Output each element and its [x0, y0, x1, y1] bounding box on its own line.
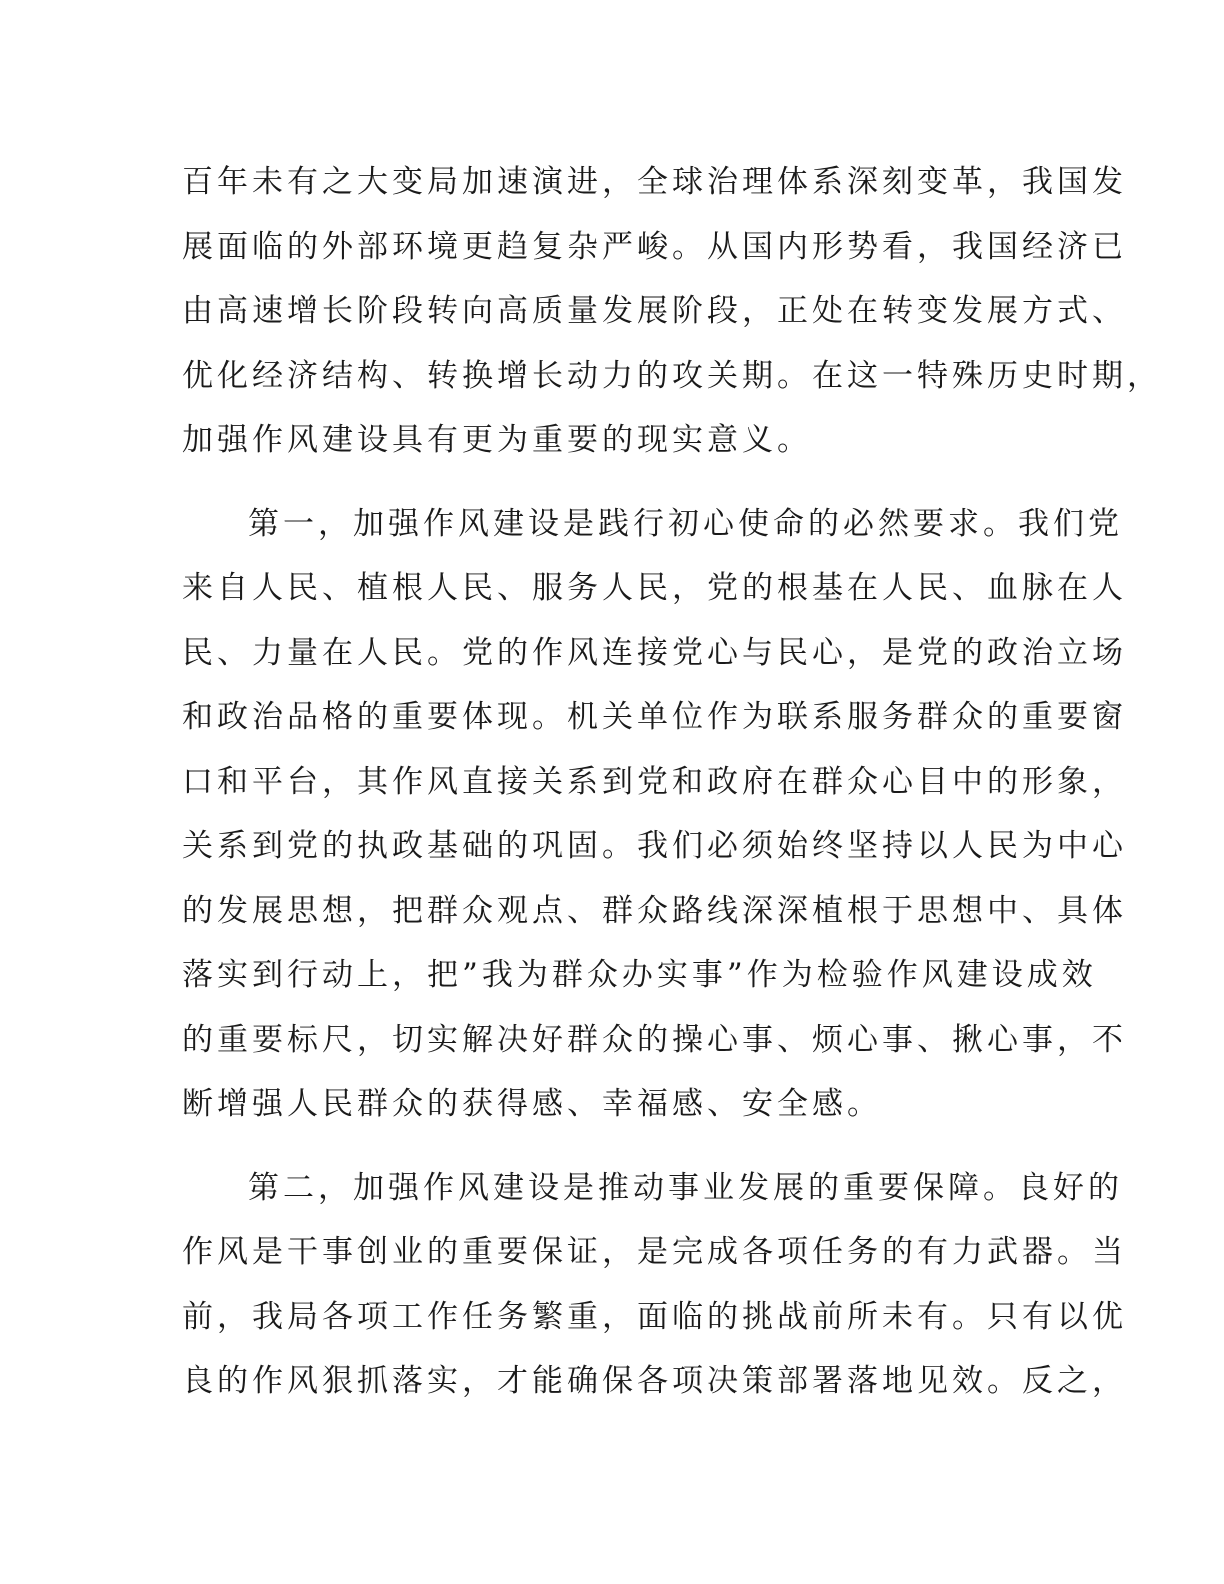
text-line: 口和平台，其作风直接关系到党和政府在群众心目中的形象， — [182, 763, 1127, 800]
text-line: 来自人民、植根人民、服务人民，党的根基在人民、血脉在人 — [182, 570, 1127, 606]
paragraph-gap — [182, 1137, 1062, 1156]
text-line: 和政治品格的重要体现。机关单位作为联系服务群众的重要窗 — [182, 699, 1127, 735]
paragraph-intro — [182, 150, 1162, 473]
text-line: 断增强人民群众的获得感、幸福感、安全感。 — [182, 1086, 882, 1122]
text-line: 优化经济结构、转换增长动力的攻关期。在这一特殊历史时期， — [182, 357, 1162, 394]
text-line: 前，我局各项工作任务繁重，面临的挑战前所未有。只有以优 — [182, 1298, 1127, 1335]
text-line: 关系到党的执政基础的巩固。我们必须始终坚持以人民为中心 — [182, 828, 1127, 864]
text-line: 百年未有之大变局加速演进，全球治理体系深刻变革，我国发 — [182, 164, 1127, 200]
text-line: 第一，加强作风建设是践行初心使命的必然要求。我们党 — [248, 505, 1123, 542]
text-line: 的重要标尺，切实解决好群众的操心事、烦心事、揪心事，不 — [182, 1021, 1127, 1058]
document-body — [182, 150, 1162, 1414]
text-line: 由高速增长阶段转向高质量发展阶段，正处在转变发展方式、 — [182, 293, 1127, 329]
text-line: 展面临的外部环境更趋复杂严峻。从国内形势看，我国经济已 — [182, 228, 1127, 265]
paragraph-first — [182, 492, 1127, 1137]
text-line: 良的作风狠抓落实，才能确保各项决策部署落地见效。反之， — [182, 1363, 1127, 1399]
paragraph-second — [182, 1156, 1127, 1414]
text-line: 的发展思想，把群众观点、群众路线深深植根于思想中、具体 — [182, 892, 1127, 929]
paragraph-gap — [182, 473, 1062, 492]
text-line: 第二，加强作风建设是推动事业发展的重要保障。良好的 — [248, 1169, 1123, 1206]
text-line: 作风是干事创业的重要保证，是完成各项任务的有力武器。当 — [182, 1234, 1127, 1270]
text-line: 加强作风建设具有更为重要的现实意义。 — [182, 422, 812, 458]
text-line: 民、力量在人民。党的作风连接党心与民心，是党的政治立场 — [182, 634, 1127, 671]
text-line: 落实到行动上，把”我为群众办实事”作为检验作风建设成效 — [182, 957, 1097, 993]
